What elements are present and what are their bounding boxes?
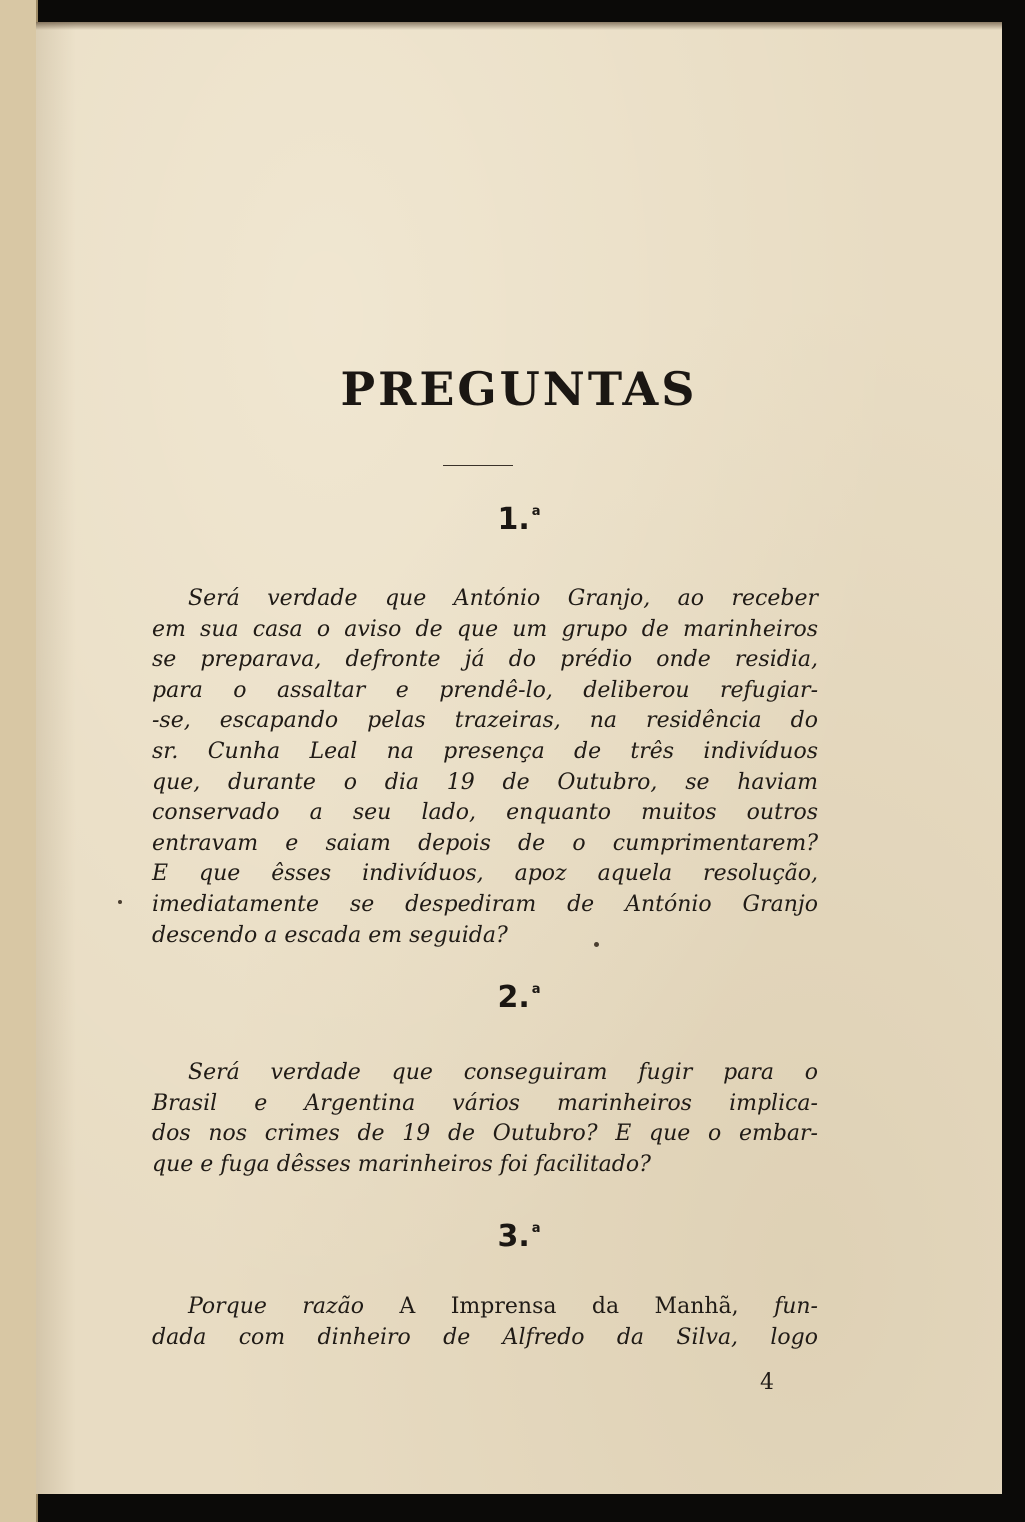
question-number-text: 2. [497, 980, 530, 1015]
newspaper-title: A Imprensa da Manhã, [399, 1294, 739, 1319]
question-2-text [152, 1058, 818, 1180]
question-number-text: 1. [497, 502, 530, 537]
book-page [36, 22, 1002, 1494]
question-1-number [36, 502, 1002, 537]
text-fragment: fun- [738, 1294, 818, 1319]
text-line: Será verdade que António Granjo, ao receber [188, 586, 818, 611]
text-line: conservado a seu lado, enquanto muitos outros [152, 800, 818, 826]
text-line: que, durante o dia 19 de Outubro, se haviam [152, 769, 818, 795]
text-line: sr. Cunha Leal na presença de três indivíduos [152, 738, 818, 764]
heading-divider [443, 465, 513, 466]
text-line: dos nos crimes de 19 de Outubro? E que o embar- [152, 1121, 818, 1147]
text-line: entravam e saiam depois de o cumprimentarem? [152, 830, 818, 856]
ordinal-suffix: a [531, 504, 541, 519]
page-number: 4 [760, 1370, 774, 1395]
ordinal-suffix: a [531, 982, 541, 997]
question-number-text: 3. [497, 1219, 530, 1254]
text-line: imediatamente se despediram de António Granjo [152, 891, 818, 917]
text-line: dada com dinheiro de Alfredo da Silva, logo [152, 1324, 818, 1350]
question-3-text [152, 1292, 818, 1353]
text-line: para o assaltar e prendê-lo, deliberou refugiar- [152, 677, 818, 703]
question-3-number [36, 1219, 1002, 1254]
text-line: descendo a escada em seguida? [152, 922, 508, 948]
text-line: E que êsses indivíduos, apoz aquela resolução, [152, 861, 818, 887]
text-line: em sua casa o aviso de que um grupo de marinheiros [152, 616, 818, 642]
left-page-edge [0, 0, 38, 1522]
ink-speck [118, 900, 122, 904]
text-line: -se, escapando pelas trazeiras, na residência do [152, 708, 818, 734]
text-line: Brasil e Argentina vários marinheiros implica- [152, 1090, 818, 1116]
page-heading: PREGUNTAS [340, 362, 698, 416]
question-2-number [36, 980, 1002, 1015]
ordinal-suffix: a [531, 1221, 541, 1236]
ink-speck [594, 942, 599, 947]
question-1-text [152, 584, 818, 951]
text-fragment: Porque razão [188, 1294, 400, 1319]
text-line [152, 1292, 818, 1323]
text-line: que e fuga dêsses marinheiros foi facilitado? [152, 1151, 651, 1177]
text-line: se preparava, defronte já do prédio onde residia, [152, 647, 818, 673]
page-top-shadow [36, 22, 1002, 30]
text-line: Será verdade que conseguiram fugir para o [188, 1060, 818, 1085]
